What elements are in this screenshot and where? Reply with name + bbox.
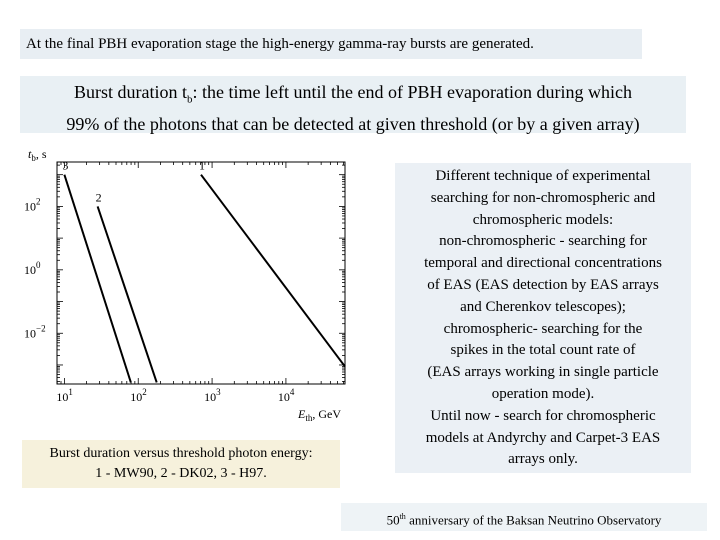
y-axis-label-main: t	[28, 147, 32, 161]
x-tick-labels	[56, 387, 295, 404]
series-label-3: 3	[62, 158, 69, 173]
description-line: spikes in the total count rate of	[450, 342, 636, 359]
x-tick-label	[278, 387, 295, 404]
y-tick-base: 10	[24, 199, 36, 214]
y-axis-label	[28, 147, 47, 163]
description-line: Until now - search for chromospheric	[430, 407, 656, 424]
definition-line-1	[20, 80, 686, 112]
series-lines	[64, 175, 345, 383]
x-axis-label-sub: th	[305, 413, 313, 423]
description-line: models at Andyrchy and Carpet-3 EAS	[425, 429, 661, 446]
x-tick-base: 10	[56, 390, 69, 404]
y-tick-base: 10	[24, 262, 36, 277]
y-tick-label	[24, 323, 46, 340]
footer-sup: th	[399, 512, 406, 521]
definition-sub: b	[187, 93, 193, 106]
description-line: arrays only.	[508, 451, 578, 468]
series-labels	[62, 159, 205, 205]
y-axis-label-unit: , s	[35, 147, 47, 161]
x-tick-label	[204, 387, 221, 404]
footer-rest: anniversary of the Baksan Neutrino Observatory	[405, 512, 662, 528]
chart-caption	[22, 440, 340, 488]
x-tick-exp: 3	[216, 387, 221, 397]
y-axis-label-sub: b	[31, 153, 36, 163]
y-tick-exp: 2	[36, 196, 41, 207]
y-tick-exp: −2	[36, 323, 46, 334]
x-tick-label	[130, 387, 147, 404]
definition-prefix: Burst duration t	[74, 82, 188, 102]
x-axis-label-unit: , GeV	[312, 407, 342, 421]
series-label-2: 2	[95, 190, 102, 205]
description-line: chromospheric models:	[472, 211, 614, 228]
description-line: searching for non-chromospheric and	[430, 189, 656, 206]
footer-prefix: 50	[386, 512, 400, 528]
x-tick-exp: 4	[289, 387, 295, 397]
y-tick-label	[24, 196, 41, 213]
description-line: of EAS (EAS detection by EAS arrays	[427, 276, 659, 293]
caption-line-1: Burst duration versus threshold photon energy:	[49, 446, 313, 461]
series-label-1: 1	[199, 158, 205, 173]
x-axis-label-main: E	[298, 407, 306, 421]
slide-title-text: At the final PBH evaporation stage the high-energy gamma-ray bursts are generated.	[26, 36, 534, 52]
description-line: (EAS arrays working in single particle	[427, 364, 659, 381]
x-tick-exp: 1	[68, 387, 73, 397]
y-tick-exp: 0	[36, 259, 41, 270]
burst-duration-chart	[20, 140, 360, 430]
description-line: and Cherenkov telescopes);	[460, 298, 626, 315]
series-line-1	[201, 175, 345, 367]
description-line: operation mode).	[491, 385, 595, 402]
y-tick-base: 10	[24, 326, 36, 341]
footer-anniversary	[341, 503, 707, 531]
technique-description	[395, 163, 691, 473]
definition-box	[20, 76, 686, 133]
slide-title	[20, 29, 642, 59]
x-tick-label	[56, 387, 72, 404]
x-tick-base: 10	[130, 390, 143, 404]
definition-line-2: 99% of the photons that can be detected at given threshold (or by a given array)	[66, 113, 640, 134]
y-tick-labels	[24, 196, 46, 340]
description-line: temporal and directional concentrations	[424, 255, 662, 272]
description-line: chromospheric- searching for the	[443, 320, 643, 337]
series-line-2	[98, 206, 157, 382]
y-tick-label	[24, 260, 41, 277]
x-tick-base: 10	[277, 390, 290, 404]
x-tick-base: 10	[204, 390, 217, 404]
description-line: non-chromospheric - searching for	[439, 233, 647, 250]
definition-rest: : the time left until the end of PBH evaporation during which	[192, 82, 632, 102]
x-tick-exp: 2	[142, 387, 147, 397]
caption-line-2: 1 - MW90, 2 - DK02, 3 - H97.	[95, 466, 267, 481]
x-axis-label	[297, 407, 341, 423]
description-line: Different technique of experimental	[435, 168, 651, 184]
